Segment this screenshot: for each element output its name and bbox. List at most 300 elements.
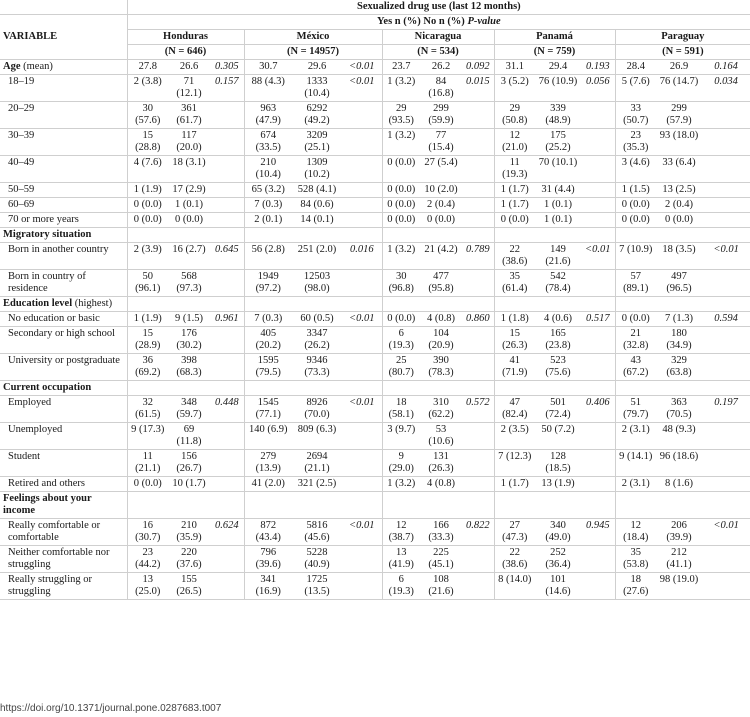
row-label-text: Neither comfortable nor struggling [8,547,110,570]
p-value [702,213,750,228]
no-value: 7 (1.3) [656,312,702,327]
no-value: 101 (14.6) [535,573,581,600]
empty-cell [244,492,382,519]
yes-value: 2 (3.1) [615,423,656,450]
header-empty-cell [0,0,127,15]
no-value: 0 (0.0) [420,213,462,228]
yes-value: 0 (0.0) [382,198,420,213]
no-value: 33 (6.4) [656,156,702,183]
yes-value: 33 (50.7) [615,102,656,129]
no-value: 329 (63.8) [656,354,702,381]
yes-value: 27.8 [127,60,168,75]
yes-value: 0 (0.0) [127,213,168,228]
table-row [0,573,750,600]
row-label-text: 70 or more years [8,214,79,225]
empty-cell [244,228,382,243]
yes-heading: Yes n (%) [377,16,421,27]
yes-value: 0 (0.0) [615,213,656,228]
row-label-text: Education level [3,298,73,309]
yes-value: 3 (9.7) [382,423,420,450]
yes-value: 1 (3.2) [382,243,420,270]
yes-value: 1949 (97.2) [244,270,292,297]
p-value: <0.01 [342,519,382,546]
p-value: 0.406 [581,396,615,423]
yes-value: 1 (1.5) [615,183,656,198]
no-value: 166 (33.3) [420,519,462,546]
row-label-text: 18–19 [8,76,35,87]
yes-value: 2 (0.1) [244,213,292,228]
no-value: 9 (1.5) [168,312,210,327]
empty-cell [244,381,382,396]
p-value [342,270,382,297]
no-value: 27 (5.4) [420,156,462,183]
p-value [702,183,750,198]
yes-value: 31.1 [494,60,535,75]
no-value: 14 (0.1) [292,213,342,228]
yes-value: 7 (10.9) [615,243,656,270]
p-value [581,183,615,198]
row-label-text: Really comfortable or comfortable [8,520,101,543]
p-value [210,573,244,600]
yes-value: 12 (18.4) [615,519,656,546]
no-value: 50 (7.2) [535,423,581,450]
no-value: 149 (21.6) [535,243,581,270]
no-value: 6292 (49.2) [292,102,342,129]
p-value [462,327,494,354]
no-value: 3209 (25.1) [292,129,342,156]
yes-value: 41 (2.0) [244,477,292,492]
p-value [702,573,750,600]
yes-value: 65 (3.2) [244,183,292,198]
yes-value: 0 (0.0) [382,183,420,198]
yes-value: 30.7 [244,60,292,75]
row-label-text: Age [3,61,21,72]
yes-value: 1 (3.2) [382,75,420,102]
yes-value: 43 (67.2) [615,354,656,381]
yes-value: 13 (41.9) [382,546,420,573]
yes-value: 341 (16.9) [244,573,292,600]
yes-value: 8 (14.0) [494,573,535,600]
country-n: (N = 759) [494,45,615,60]
p-value: 0.624 [210,519,244,546]
no-value: 17 (2.9) [168,183,210,198]
row-label-text: Migratory situation [3,229,92,240]
row-label-text: Current occupation [3,382,92,393]
yes-value: 872 (43.4) [244,519,292,546]
yes-value: 13 (25.0) [127,573,168,600]
p-value: 0.645 [210,243,244,270]
yes-value: 0 (0.0) [382,213,420,228]
row-label [0,60,127,75]
country-n: (N = 646) [127,45,244,60]
table-row [0,75,750,102]
yes-value: 405 (20.2) [244,327,292,354]
no-value: 71 (12.1) [168,75,210,102]
no-value: 10 (2.0) [420,183,462,198]
no-value: 523 (75.6) [535,354,581,381]
row-label-text: 50–59 [8,184,35,195]
yes-value: 12 (38.7) [382,519,420,546]
row-label-suffix: (highest) [72,298,113,309]
row-label-text: University or postgraduate [8,355,120,366]
no-value: 31 (4.4) [535,183,581,198]
no-value: 0 (0.0) [168,213,210,228]
table-row [0,270,750,297]
yes-value: 4 (7.6) [127,156,168,183]
yes-value: 30 (96.8) [382,270,420,297]
no-value: 225 (45.1) [420,546,462,573]
section-row [0,297,750,312]
p-value [581,156,615,183]
p-value: 0.015 [462,75,494,102]
country-name: Honduras [127,30,244,45]
yes-value: 57 (89.1) [615,270,656,297]
row-label-text: Born in another country [8,244,109,255]
p-value [210,450,244,477]
p-value [581,573,615,600]
yes-value: 7 (0.3) [244,312,292,327]
p-value [581,270,615,297]
no-value: 5228 (40.9) [292,546,342,573]
p-value [210,129,244,156]
no-heading: No n (%) [423,16,465,27]
no-value: 1333 (10.4) [292,75,342,102]
p-value: 0.448 [210,396,244,423]
no-value: 310 (62.2) [420,396,462,423]
table-body [0,60,750,600]
no-value: 4 (0.6) [535,312,581,327]
p-value-heading: P-value [467,16,501,27]
no-value: 1 (0.1) [535,198,581,213]
empty-cell [615,297,750,312]
p-value [462,213,494,228]
p-value [210,354,244,381]
row-label [0,450,127,477]
row-label-text: Employed [8,397,52,408]
row-label-text: 40–49 [8,157,35,168]
no-value: 53 (10.6) [420,423,462,450]
empty-cell [382,492,494,519]
row-label [0,396,127,423]
yes-value: 210 (10.4) [244,156,292,183]
yes-value: 23 (44.2) [127,546,168,573]
table-row [0,243,750,270]
no-value: 568 (97.3) [168,270,210,297]
yes-value: 0 (0.0) [615,198,656,213]
row-label-text: 30–39 [8,130,35,141]
p-value: 0.945 [581,519,615,546]
p-value [342,354,382,381]
p-value: 0.961 [210,312,244,327]
no-value: 76 (14.7) [656,75,702,102]
p-value [462,198,494,213]
yes-value: 1545 (77.1) [244,396,292,423]
table-row [0,546,750,573]
no-value: 2 (0.4) [420,198,462,213]
no-value: 252 (36.4) [535,546,581,573]
row-label [0,228,127,243]
p-value: 0.092 [462,60,494,75]
yes-value: 15 (28.8) [127,129,168,156]
table-row [0,450,750,477]
no-value: 29.6 [292,60,342,75]
no-value: 48 (9.3) [656,423,702,450]
p-value [210,102,244,129]
row-label [0,183,127,198]
p-value [581,423,615,450]
no-value: 98 (19.0) [656,573,702,600]
yes-value: 2 (3.8) [127,75,168,102]
p-value [462,450,494,477]
p-value [342,546,382,573]
p-value: 0.164 [702,60,750,75]
p-value [702,102,750,129]
row-label [0,519,127,546]
p-value [462,270,494,297]
yes-value: 140 (6.9) [244,423,292,450]
yes-value: 21 (32.8) [615,327,656,354]
p-value [702,198,750,213]
yes-value: 22 (38.6) [494,243,535,270]
no-value: 60 (0.5) [292,312,342,327]
yes-value: 0 (0.0) [382,156,420,183]
yes-value: 1 (1.8) [494,312,535,327]
no-value: 2 (0.4) [656,198,702,213]
no-value: 340 (49.0) [535,519,581,546]
yes-value: 1 (1.7) [494,198,535,213]
no-value: 210 (35.9) [168,519,210,546]
no-value: 84 (16.8) [420,75,462,102]
yes-value: 47 (82.4) [494,396,535,423]
p-value [342,156,382,183]
table-row [0,327,750,354]
yes-value: 25 (80.7) [382,354,420,381]
row-label [0,75,127,102]
p-value [702,477,750,492]
no-value: 220 (37.6) [168,546,210,573]
empty-cell [127,228,244,243]
p-value [462,573,494,600]
p-value: 0.056 [581,75,615,102]
country-n: (N = 534) [382,45,494,60]
p-value: 0.517 [581,312,615,327]
no-value: 176 (30.2) [168,327,210,354]
no-value: 0 (0.0) [656,213,702,228]
empty-cell [615,492,750,519]
p-value [581,450,615,477]
no-value: 117 (20.0) [168,129,210,156]
p-value [702,450,750,477]
yes-value: 11 (21.1) [127,450,168,477]
p-value [462,156,494,183]
no-value: 104 (20.9) [420,327,462,354]
country-name: Panamá [494,30,615,45]
table-row [0,477,750,492]
no-value: 212 (41.1) [656,546,702,573]
empty-cell [244,297,382,312]
yes-value: 51 (79.7) [615,396,656,423]
p-value [581,213,615,228]
table-row [0,129,750,156]
p-value [702,423,750,450]
yes-value: 9 (17.3) [127,423,168,450]
table-row [0,354,750,381]
p-value: <0.01 [702,519,750,546]
yes-value: 3 (4.6) [615,156,656,183]
yes-value: 23 (35.3) [615,129,656,156]
p-value [342,183,382,198]
empty-cell [382,381,494,396]
p-value [581,198,615,213]
no-value: 8 (1.6) [656,477,702,492]
empty-cell [494,228,615,243]
doi-link[interactable]: https://doi.org/10.1371/journal.pone.0287683.t007 [0,703,222,714]
p-value: <0.01 [342,75,382,102]
yes-value: 6 (19.3) [382,573,420,600]
p-value [462,183,494,198]
no-value: 26.2 [420,60,462,75]
no-value: 165 (23.8) [535,327,581,354]
yes-value: 6 (19.3) [382,327,420,354]
p-value [462,423,494,450]
no-value: 16 (2.7) [168,243,210,270]
yes-value: 3 (5.2) [494,75,535,102]
p-value [342,423,382,450]
no-value: 13 (1.9) [535,477,581,492]
no-value: 70 (10.1) [535,156,581,183]
no-value: 76 (10.9) [535,75,581,102]
p-value [581,327,615,354]
p-value: 0.193 [581,60,615,75]
table-row [0,213,750,228]
row-label-text: Unemployed [8,424,63,435]
no-value: 180 (34.9) [656,327,702,354]
p-value [462,477,494,492]
no-value: 155 (26.5) [168,573,210,600]
yes-value: 0 (0.0) [127,477,168,492]
table-row [0,396,750,423]
p-value: <0.01 [342,60,382,75]
empty-cell [615,228,750,243]
yes-value: 1 (3.2) [382,477,420,492]
row-label [0,102,127,129]
yes-value: 88 (4.3) [244,75,292,102]
row-label [0,423,127,450]
no-value: 8926 (70.0) [292,396,342,423]
row-label-text: 20–29 [8,103,35,114]
yes-value: 1 (1.9) [127,183,168,198]
yes-value: 16 (30.7) [127,519,168,546]
p-value: 0.594 [702,312,750,327]
p-value [210,477,244,492]
empty-cell [127,381,244,396]
row-label [0,213,127,228]
p-value [581,129,615,156]
p-value [210,270,244,297]
p-value [462,102,494,129]
p-value [210,156,244,183]
table-row [0,102,750,129]
yes-value: 18 (27.6) [615,573,656,600]
no-value: 13 (2.5) [656,183,702,198]
no-value: 156 (26.7) [168,450,210,477]
yes-value: 2 (3.9) [127,243,168,270]
no-value: 1309 (10.2) [292,156,342,183]
table-row [0,198,750,213]
p-value: 0.197 [702,396,750,423]
row-label [0,156,127,183]
no-value: 175 (25.2) [535,129,581,156]
row-label [0,312,127,327]
no-value: 69 (11.8) [168,423,210,450]
p-value [702,354,750,381]
no-value: 348 (59.7) [168,396,210,423]
country-n: (N = 591) [615,45,750,60]
no-value: 339 (48.9) [535,102,581,129]
country-n: (N = 14957) [244,45,382,60]
no-value: 321 (2.5) [292,477,342,492]
p-value: 0.157 [210,75,244,102]
yes-value: 29 (93.5) [382,102,420,129]
no-value: 4 (0.8) [420,312,462,327]
p-value [342,477,382,492]
p-value [210,423,244,450]
p-value [342,450,382,477]
country-name: Paraguay [615,30,750,45]
row-label-text: Secondary or high school [8,328,116,339]
yes-value: 12 (21.0) [494,129,535,156]
p-value [342,102,382,129]
no-value: 528 (4.1) [292,183,342,198]
no-value: 1725 (13.5) [292,573,342,600]
p-value [462,546,494,573]
row-label [0,327,127,354]
no-value: 501 (72.4) [535,396,581,423]
row-label-text: Retired and others [8,478,85,489]
yes-value: 7 (12.3) [494,450,535,477]
yes-value: 18 (58.1) [382,396,420,423]
row-label-text: No education or basic [8,313,100,324]
country-name: Nicaragua [382,30,494,45]
p-value: 0.016 [342,243,382,270]
p-value [702,327,750,354]
no-value: 26.6 [168,60,210,75]
p-value [210,198,244,213]
yes-value: 279 (13.9) [244,450,292,477]
country-name: México [244,30,382,45]
p-value [210,183,244,198]
no-value: 1 (0.1) [535,213,581,228]
yes-value: 0 (0.0) [127,198,168,213]
table-row [0,423,750,450]
no-value: 251 (2.0) [292,243,342,270]
p-value: 0.789 [462,243,494,270]
variable-heading: VARIABLE [0,15,127,60]
yes-value: 50 (96.1) [127,270,168,297]
row-label-text: Really struggling or struggling [8,574,92,597]
yes-value: 15 (26.3) [494,327,535,354]
p-value [581,102,615,129]
table-header [0,0,750,60]
yes-value: 0 (0.0) [382,312,420,327]
no-value: 363 (70.5) [656,396,702,423]
yes-value: 9 (14.1) [615,450,656,477]
p-value: <0.01 [702,243,750,270]
no-value: 128 (18.5) [535,450,581,477]
no-value: 4 (0.8) [420,477,462,492]
yes-value: 23.7 [382,60,420,75]
empty-cell [494,381,615,396]
